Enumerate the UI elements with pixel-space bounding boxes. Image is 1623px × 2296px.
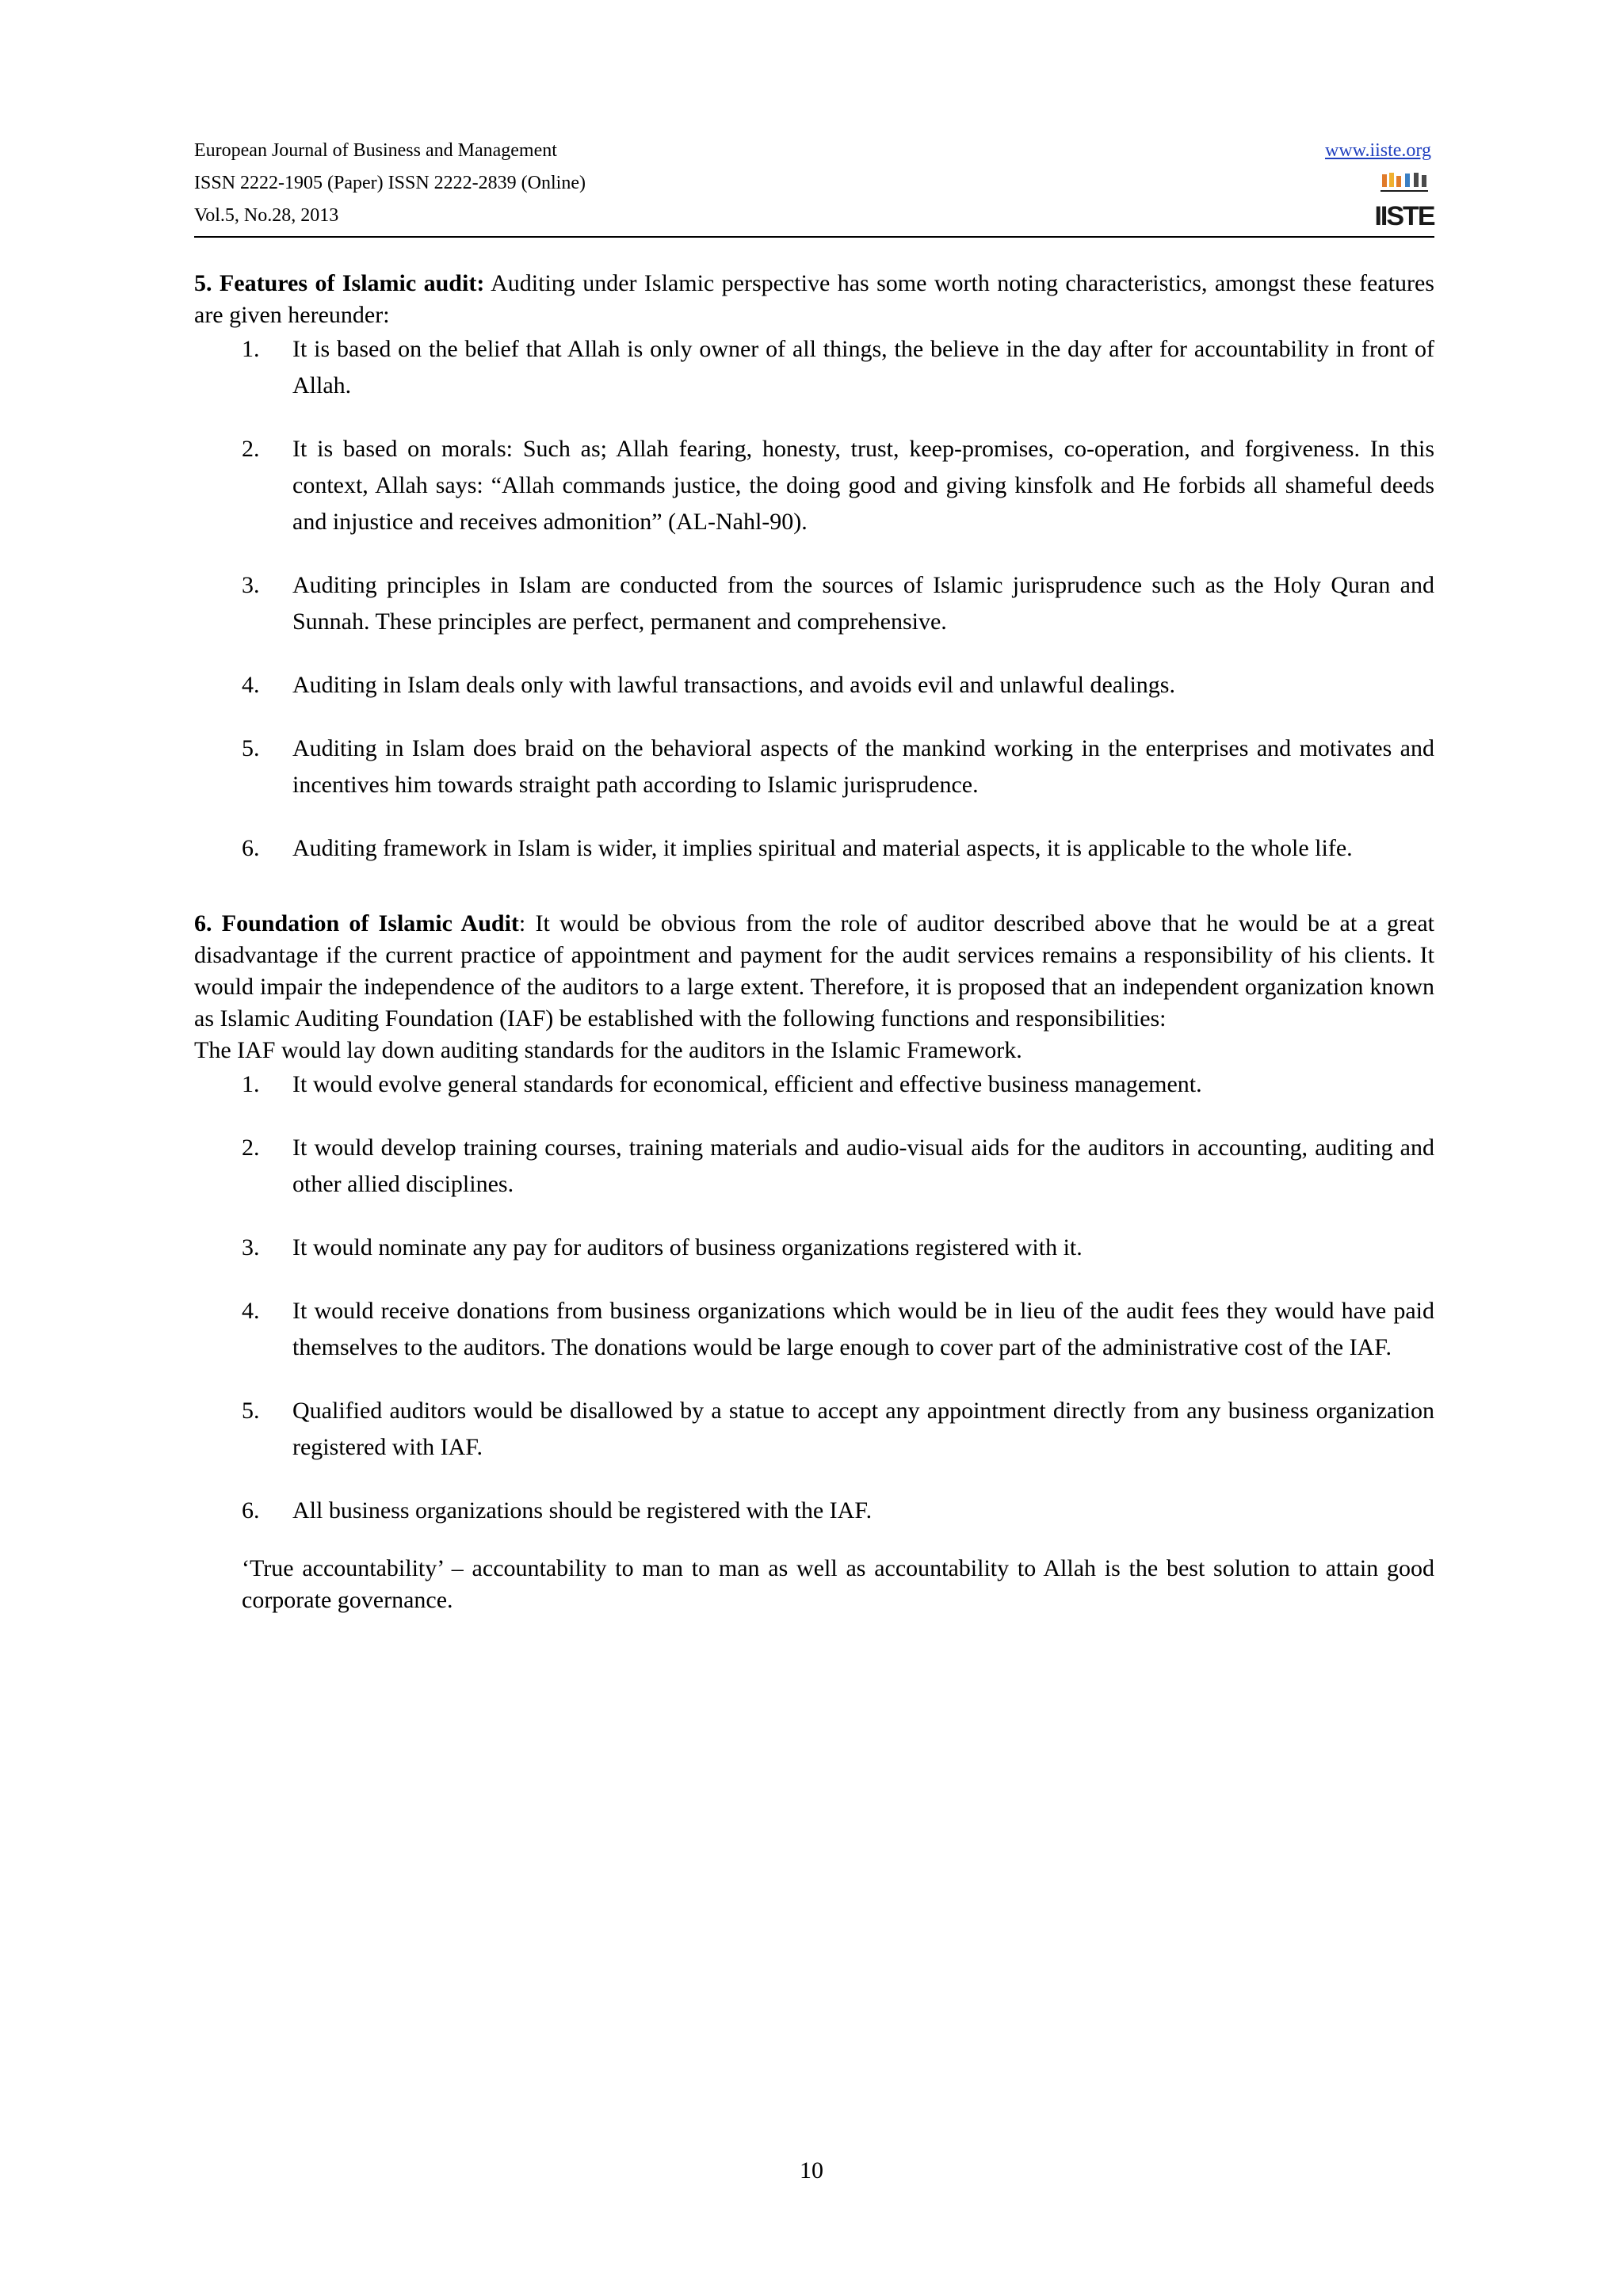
section6-lead: The IAF would lay down auditing standards for the auditors in the Islamic Framework.: [194, 1037, 1022, 1063]
list-item-text: Auditing in Islam deals only with lawful transactions, and avoids evil and unlawful dealings.: [292, 672, 1175, 698]
list-number: 4.: [242, 1298, 260, 1324]
list-item-text: It is based on the belief that Allah is only owner of all things, the believe in the day after for accountability in front of Allah.: [292, 336, 1434, 399]
list-item-text: It would evolve general standards for economical, efficient and effective business management.: [292, 1071, 1202, 1097]
section5-intro: Auditing under Islamic perspective has some worth noting characteristics, amongst these features are given hereunder:: [194, 270, 1434, 328]
list-number: 1.: [242, 336, 260, 362]
list-item: [194, 431, 1434, 540]
list-number: 2.: [242, 1135, 260, 1161]
section-spacer: [194, 867, 1434, 908]
list-number: 5.: [242, 735, 260, 761]
list-item-text: Qualified auditors would be disallowed by a statue to accept any appointment directly from any business organization registered with IAF.: [292, 1398, 1434, 1460]
list-item-text: It would nominate any pay for auditors of business organizations registered with it.: [292, 1234, 1083, 1261]
iiste-logo-icon: [1374, 171, 1434, 231]
section5-heading: 5. Features of Islamic audit:: [194, 270, 485, 296]
list-item-text: Auditing principles in Islam are conducted from the sources of Islamic jurisprudence such as the Holy Quran and Sunnah. These principles are perfect, permanent and comprehensive.: [292, 572, 1434, 635]
list-item: [194, 1493, 1434, 1529]
journal-title: European Journal of Business and Management: [194, 140, 557, 161]
article-body: [194, 268, 1434, 1616]
list-number: 6.: [242, 1497, 260, 1524]
section6-list: [194, 1066, 1434, 1529]
section6-intro: : It would be obvious from the role of auditor described above that he would be at a great disadvantage if the current practice of appointment and payment for the audit services remains a responsibility of his clients. It would impair the independence of the auditors to a large extent. Therefore, it is proposed that an independent organization known as Islamic Auditing Foundation (IAF) be established with the following functions and responsibilities:: [194, 910, 1434, 1032]
list-number: 5.: [242, 1398, 260, 1424]
list-item-text: Auditing in Islam does braid on the behavioral aspects of the mankind working in the enterprises and motivates and incentives him towards straight path according to Islamic jurisprudence.: [292, 735, 1434, 798]
journal-url-link[interactable]: www.iiste.org: [1325, 140, 1431, 161]
list-item: [194, 1293, 1434, 1366]
list-item: [194, 1066, 1434, 1103]
list-item: [194, 1230, 1434, 1266]
list-item: [194, 567, 1434, 640]
section6-heading: 6. Foundation of Islamic Audit: [194, 910, 519, 936]
list-item: [194, 331, 1434, 404]
list-item-text: It would develop training courses, training materials and audio-visual aids for the auditors in accounting, auditing and other allied disciplines.: [292, 1135, 1434, 1197]
list-item-text: All business organizations should be registered with the IAF.: [292, 1497, 873, 1524]
running-header: [194, 135, 1434, 238]
list-number: 3.: [242, 1234, 260, 1261]
list-number: 1.: [242, 1071, 260, 1097]
list-item-text: It is based on morals: Such as; Allah fearing, honesty, trust, keep-promises, co-operation, and forgiveness. In this context, Allah says: “Allah commands justice, the doing good and giving kinsfolk and He forbids all shameful deeds and injustice and receives admonition” (AL-Nahl-90).: [292, 436, 1434, 535]
list-item: [194, 830, 1434, 867]
page-number: 10: [800, 2157, 823, 2183]
list-item-text: Auditing framework in Islam is wider, it implies spiritual and material aspects, it is applicable to the whole life.: [292, 835, 1353, 861]
issn-line: ISSN 2222-1905 (Paper) ISSN 2222-2839 (Online): [194, 173, 586, 193]
list-number: 6.: [242, 835, 260, 861]
list-item-text: It would receive donations from business organizations which would be in lieu of the audit fees they would have paid themselves to the auditors. The donations would be large enough to cover part of the administrative cost of the IAF.: [292, 1298, 1434, 1360]
list-number: 4.: [242, 672, 260, 698]
list-number: 2.: [242, 436, 260, 462]
list-number: 3.: [242, 572, 260, 598]
list-item: [194, 1393, 1434, 1466]
volume-line: Vol.5, No.28, 2013: [194, 205, 339, 226]
section6-paragraph: [194, 908, 1434, 1035]
list-item: [194, 667, 1434, 704]
section5-paragraph: [194, 268, 1434, 331]
page: [194, 135, 1434, 1616]
list-item: [194, 1130, 1434, 1203]
list-item: [194, 730, 1434, 803]
svg-text:IISTE: IISTE: [1374, 201, 1434, 231]
closing-statement: ‘True accountability’ – accountability to man to man as well as accountability to Allah is the best solution to attain good corporate governance.: [242, 1555, 1434, 1613]
section5-list: [194, 331, 1434, 867]
